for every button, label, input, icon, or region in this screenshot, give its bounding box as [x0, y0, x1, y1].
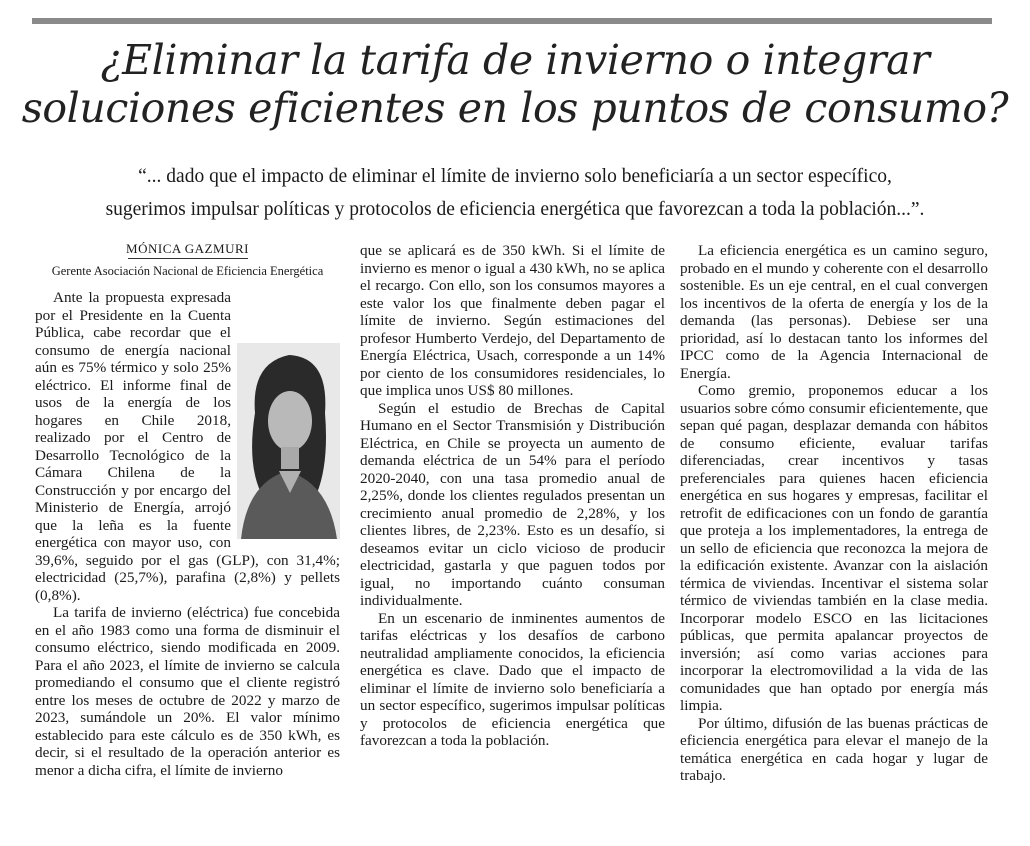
paragraph-3: que se aplicará es de 350 kWh. Si el límite de invierno es menor o igual a 430 kWh, no se aplica el recargo. Con ello, son los consumos mayores a este valor los que finalmente deben pagar el límite de invierno. Según estimaciones del profesor Humberto Verdejo, del Departamento de Energía Eléctrica, Usach, corresponde a un 14% por ciento de los consumidores residenciales, lo que implica unos US$ 80 millones.	[360, 242, 665, 399]
author-rule	[128, 258, 248, 259]
author-name: MÓNICA GAZMURI	[126, 241, 249, 256]
headline-line-1: ¿Eliminar la tarifa de invierno o integrar	[100, 36, 930, 84]
paragraph-6: La eficiencia energética es un camino seguro, probado en el mundo y coherente con el desarrollo sostenible. Es un eje central, en el cual convergen los incentivos de la oferta de energía y los de la demanda (las personas). Debiese ser una prioridad, así lo destacan tanto los informes del IPCC como de la Agencia Internacional de Energía.	[680, 242, 988, 382]
paragraph-7: Como gremio, proponemos educar a los usuarios sobre cómo consumir eficientemente, que sepan qué pagan, desplazar demanda con hábitos de consumo eficiente, evaluar tarifas diferenciadas, crear incentivos y tasas preferenciales para quienes hacen eficiencia energética en sus hogares y empresas, facilitar el retrofit de edificaciones con un fondo de garantía que proteja a los implementadores, la entrega de un sello de eficiencia que reconozca la mejora de la edificación existente. Avanzar con la aislación térmica de viviendas. Incentivar el sistema solar térmico de viviendas también en la clase media. Incorporar modelo ESCO en las licitaciones públicas, que permita apalancar proyectos de inversión; así como varias acciones para incorporar la electromovilidad a la vida de las comunidades que han optado por energía más limpia.	[680, 382, 988, 714]
paragraph-1: Ante la propuesta expresada por el Presidente en la Cuenta Pública, cabe recordar que el consumo de energía nacional aún es 75% térmico y solo 25% eléctrico. El informe final de usos de la energía de los hogares en Chile 2018, realizado por el Centro de Desarrollo Tecnológico de la Cámara Chilena de la Construcción y por encargo del Ministerio de Energía, arrojó que la leña es la fuente energética con mayor uso, con 39,6%, seguido por el gas (GLP), con 31,4%; electricidad (25,7%), parafina (2,8%) y pellets (0,8%).	[35, 289, 340, 604]
column-1	[35, 240, 340, 779]
paragraph-2: La tarifa de invierno (eléctrica) fue concebida en el año 1983 como una forma de disminuir el consumo eléctrico, siendo modificada en 2009. Para el año 2023, el límite de invierno se calcula promediando el consumo que el cliente registró entre los meses de octubre de 2022 y marzo de 2023, sumándole un 20%. El valor mínimo establecido para este cálculo es de 350 kWh, es decir, si el resultado de la operación anterior es menor a dicha cifra, el límite de invierno	[35, 604, 340, 779]
column-3	[680, 242, 988, 785]
paragraph-8: Por último, difusión de las buenas prácticas de eficiencia energética para elevar el manejo de la temática energética en cada hogar y lugar de trabajo.	[680, 714, 988, 784]
paragraph-4: Según el estudio de Brechas de Capital Humano en el Sector Transmisión y Distribución Eléctrica, en Chile se proyecta un aumento de demanda eléctrica de un 54% para el período 2020-2040, con una tasa promedio anual de 2,25%, donde los clientes regulados presentan un crecimiento anual promedio de 2,28%, y los clientes libres, de 2,23%. Esto es un desafío, si deseamos evitar un ciclo vicioso de producir electricidad, gastarla y que paguen todos por igual, no importando cuánto consuman individualmente.	[360, 399, 665, 609]
column-2	[360, 242, 665, 750]
deck-line-1: “... dado que el impacto de eliminar el límite de invierno solo beneficiaría a un sector específico,	[138, 166, 892, 187]
deck-quote	[20, 160, 1010, 226]
author-role: Gerente Asociación Nacional de Eficiencia Energética	[51, 264, 324, 278]
headline	[20, 36, 1010, 132]
author-photo	[237, 343, 340, 539]
headline-line-2: soluciones eficientes en los puntos de consumo?	[21, 84, 1009, 132]
top-rule	[32, 18, 992, 24]
deck-line-2: sugerimos impulsar políticas y protocolos de eficiencia energética que favorezcan a toda la población...”.	[105, 199, 925, 220]
portrait-illustration	[237, 343, 340, 539]
paragraph-5: En un escenario de inminentes aumentos de tarifas eléctricas y los desafíos de carbono neutralidad ampliamente conocidos, la eficiencia energética es clave. Dado que el impacto de eliminar el límite de invierno solo beneficiaría a un sector específico, sugerimos impulsar políticas y protocolos de eficiencia energética que favorezcan a toda la población.	[360, 609, 665, 749]
